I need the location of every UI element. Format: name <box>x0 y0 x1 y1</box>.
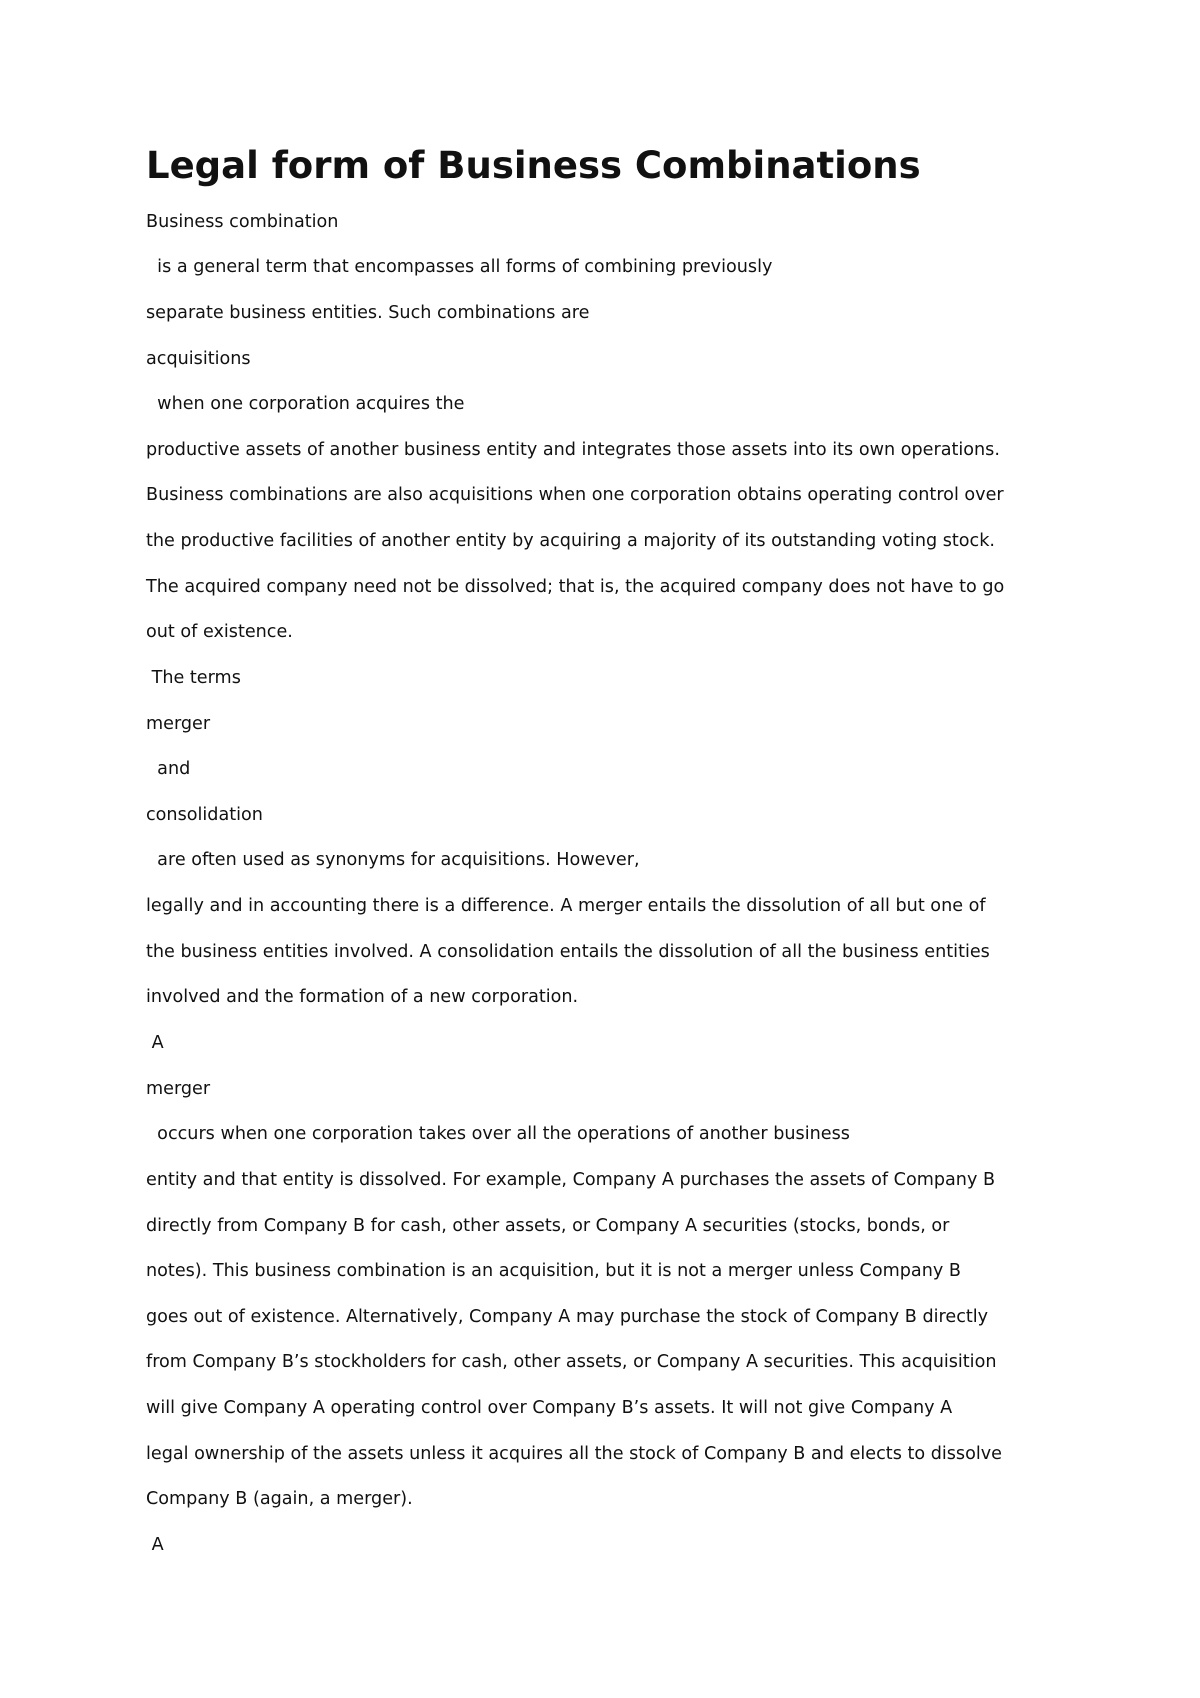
body-line-5: when one corporation acquires the <box>146 394 465 414</box>
body-line-12: merger <box>146 714 211 734</box>
body-line-24: notes). This business combination is an acquisition, but it is not a merger unless Company B <box>146 1261 961 1281</box>
body-line-30: A <box>146 1535 164 1555</box>
body-line-20: merger <box>146 1079 211 1099</box>
body-line-17: the business entities involved. A consolidation entails the dissolution of all the business entities <box>146 942 990 962</box>
body-line-26: from Company B’s stockholders for cash, other assets, or Company A securities. This acquisition <box>146 1352 997 1372</box>
document-title: Legal form of Business Combinations <box>146 144 921 187</box>
body-line-2: is a general term that encompasses all forms of combining previously <box>146 257 773 277</box>
body-line-10: out of existence. <box>146 622 293 642</box>
body-line-8: the productive facilities of another entity by acquiring a majority of its outstanding voting stock. <box>146 531 996 551</box>
body-line-18: involved and the formation of a new corporation. <box>146 987 579 1007</box>
body-line-25: goes out of existence. Alternatively, Company A may purchase the stock of Company B directly <box>146 1307 989 1327</box>
body-line-15: are often used as synonyms for acquisitions. However, <box>146 850 640 870</box>
body-line-22: entity and that entity is dissolved. For example, Company A purchases the assets of Company B <box>146 1170 996 1190</box>
body-line-9: The acquired company need not be dissolved; that is, the acquired company does not have to go <box>146 577 1005 597</box>
body-line-4: acquisitions <box>146 349 251 369</box>
body-line-16: legally and in accounting there is a difference. A merger entails the dissolution of all but one of <box>146 896 986 916</box>
body-line-6: productive assets of another business entity and integrates those assets into its own operations. <box>146 440 1000 460</box>
body-line-1: Business combination <box>146 212 339 232</box>
body-line-13: and <box>146 759 191 779</box>
body-line-19: A <box>146 1033 164 1053</box>
body-line-29: Company B (again, a merger). <box>146 1489 413 1509</box>
body-line-7: Business combinations are also acquisitions when one corporation obtains operating control over <box>146 485 1004 505</box>
body-line-21: occurs when one corporation takes over all the operations of another business <box>146 1124 850 1144</box>
body-line-3: separate business entities. Such combinations are <box>146 303 590 323</box>
body-line-23: directly from Company B for cash, other assets, or Company A securities (stocks, bonds, or <box>146 1216 950 1236</box>
body-line-28: legal ownership of the assets unless it acquires all the stock of Company B and elects to dissolve <box>146 1444 1002 1464</box>
body-line-14: consolidation <box>146 805 263 825</box>
body-line-11: The terms <box>146 668 241 688</box>
body-line-27: will give Company A operating control over Company B’s assets. It will not give Company A <box>146 1398 953 1418</box>
